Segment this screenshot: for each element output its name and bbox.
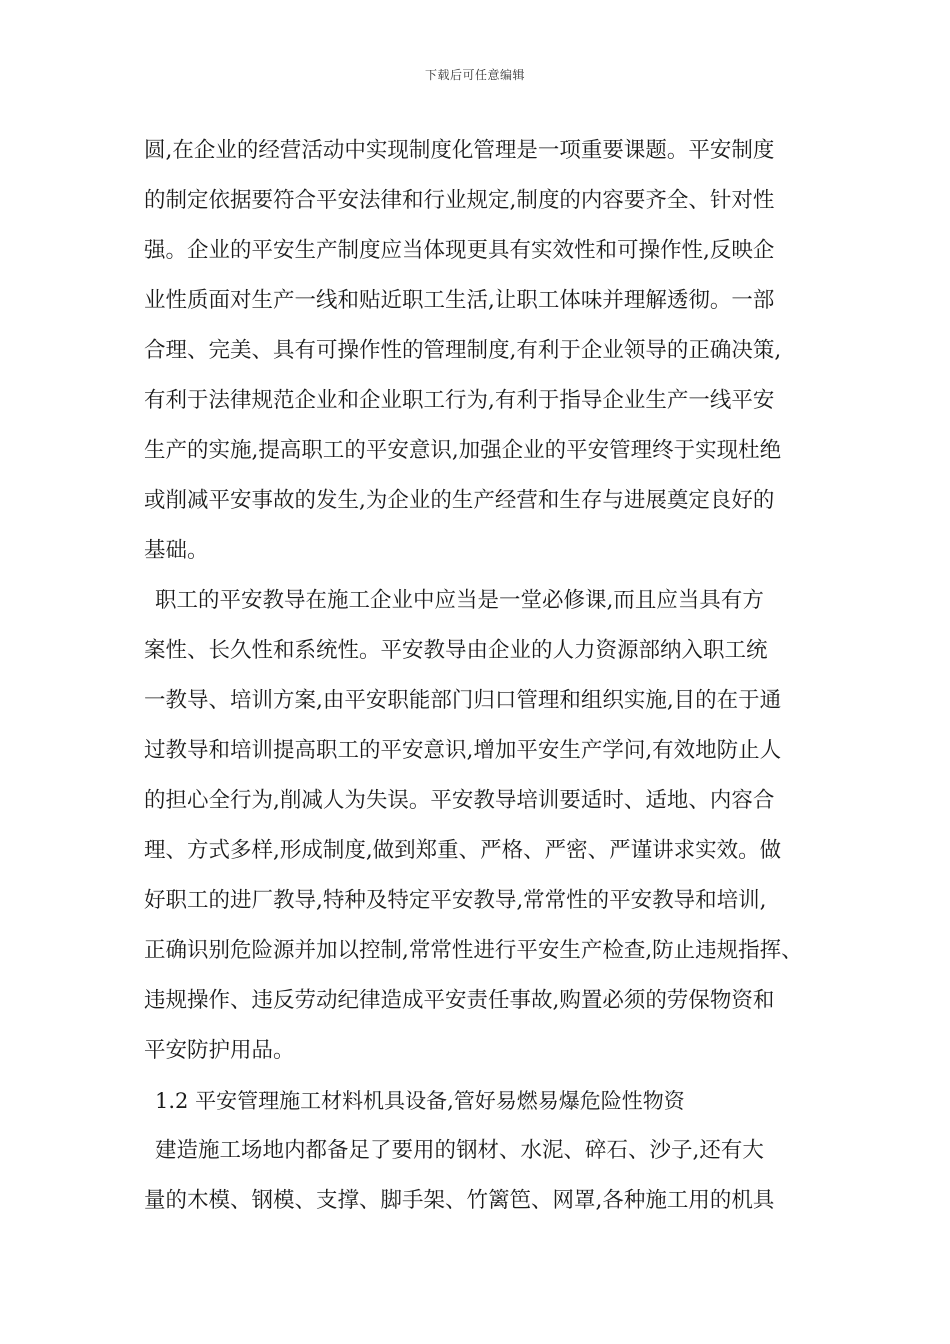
text-line: 正确识别危险源并加以控制,常常性进行平安生产检查,防止违规指挥、: [144, 938, 803, 963]
page-header: 下载后可任意编辑: [424, 68, 525, 82]
text-line: 合理、完美、具有可操作性的管理制度,有利于企业领导的正确决策,: [144, 338, 782, 363]
text-line: 平安防护用品。: [144, 1038, 295, 1063]
text-line: 职工的平安教导在施工企业中应当是一堂必修课,而且应当具有方: [155, 588, 764, 613]
text-line: 有利于法律规范企业和企业职工行为,有利于指导企业生产一线平安: [144, 388, 775, 413]
text-line: 理、方式多样,形成制度,做到郑重、严格、严密、严谨讲求实效。做: [144, 838, 782, 863]
section-heading: 1.2 平安管理施工材料机具设备,管好易燃易爆危险性物资: [155, 1089, 685, 1113]
text-line: 或削减平安事故的发生,为企业的生产经营和生存与进展奠定良好的: [144, 488, 775, 513]
text-line: 的担心全行为,削减人为失误。平安教导培训要适时、适地、内容合: [144, 788, 775, 813]
text-line: 建造施工场地内都备足了要用的钢材、水泥、碎石、沙子,还有大: [155, 1138, 764, 1163]
text-line: 生产的实施,提高职工的平安意识,加强企业的平安管理终于实现杜绝: [144, 438, 782, 463]
text-line: 好职工的进厂教导,特种及特定平安教导,常常性的平安教导和培训,: [144, 888, 767, 913]
text-line: 一教导、培训方案,由平安职能部门归口管理和组织实施,目的在于通: [144, 688, 782, 713]
text-line: 业性质面对生产一线和贴近职工生活,让职工体味并理解透彻。一部: [144, 288, 775, 313]
text-line: 强。企业的平安生产制度应当体现更具有实效性和可操作性,反映企: [144, 238, 775, 263]
text-line: 违规操作、违反劳动纪律造成平安责任事故,购置必须的劳保物资和: [144, 988, 775, 1013]
text-line: 的制定依据要符合平安法律和行业规定,制度的内容要齐全、针对性: [144, 188, 775, 213]
text-line: 过教导和培训提高职工的平安意识,增加平安生产学问,有效地防止人: [144, 738, 782, 763]
text-line: 基础。: [144, 538, 209, 563]
text-line: 案性、长久性和系统性。平安教导由企业的人力资源部纳入职工统: [144, 638, 768, 663]
document-body: [144, 126, 824, 1226]
text-line: 量的木模、钢模、支撑、脚手架、竹篱笆、网罩,各种施工用的机具: [144, 1188, 775, 1213]
text-line: 圆,在企业的经营活动中实现制度化管理是一项重要课题。平安制度: [144, 138, 775, 163]
